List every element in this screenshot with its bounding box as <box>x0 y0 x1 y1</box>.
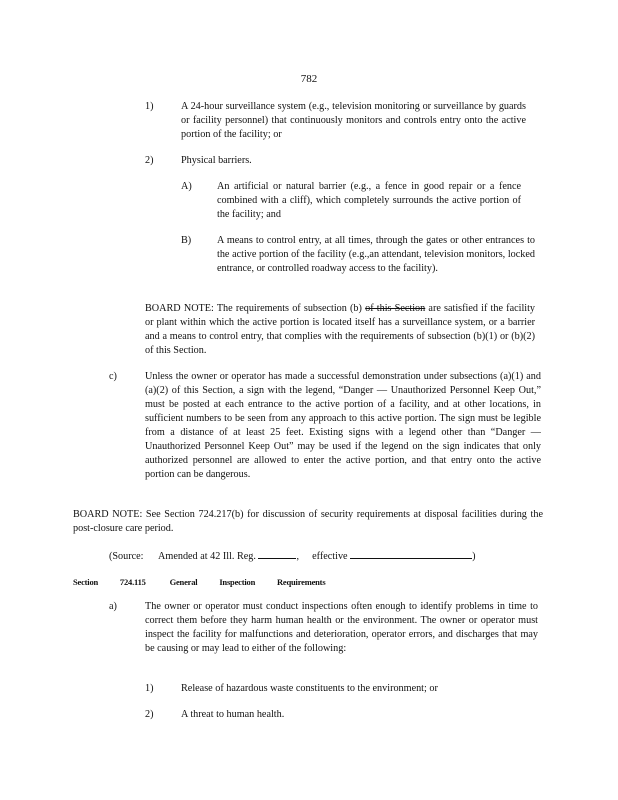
amended-text: Amended at 42 Ill. Reg. <box>158 551 256 562</box>
list-item-text: A 24-hour surveillance system (e.g., television monitoring or surveillance by guards or facility personnel) that continuously monitors and controls entry onto the active portion of the facility; or <box>181 101 526 140</box>
list-item-text: A threat to human health. <box>181 709 285 720</box>
board-note-text: BOARD NOTE: The requirements of subsection (b) <box>145 303 362 314</box>
source-line: (Source: Amended at 42 Ill. Reg. , effective ) <box>109 548 529 564</box>
section-label: Section <box>73 577 99 587</box>
page-number: 782 <box>300 73 318 85</box>
item-text: The owner or operator must conduct inspections often enough to identify problems in time to correct them before they harm human health or the environment. The owner or operator must inspect the facility for malfunctions and deterioration, operator errors, and discharges that may be causing or may lead to either of the following: <box>145 601 538 654</box>
list-item-text: Release of hazardous waste constituents to the environment; or <box>181 683 438 694</box>
section-heading <box>73 575 325 589</box>
list-item-label: 2) <box>145 709 154 720</box>
reg-blank <box>258 548 296 559</box>
list-item-label: 1) <box>145 683 154 694</box>
item-label: c) <box>109 371 117 382</box>
item-text: Unless the owner or operator has made a successful demonstration under subsections (a)(1) and (a)(2) of this Section, a sign with the legend, “Danger — Unauthorized Personnel Keep Out,” must be posted at each entrance to the active portion of a facility, and at other locations, in sufficient numbers to be seen from any approach to this active portion. The sign must be legible from a distance of at least 25 feet. Existing signs with a legend other than “Danger — Unauthorized Personnel Keep Out” may be used if the legend on the sign indicates that only authorized personnel are allowed to enter the active portion, and that entry onto the active portion can be dangerous. <box>145 371 541 480</box>
effective-text: effective <box>312 551 348 562</box>
sub-item-text: A means to control entry, at all times, through the gates or other entrances to the active portion of the facility (e.g.,an attendant, television monitors, locked entrance, or controlled roadway access to the facility). <box>217 235 535 274</box>
sub-item-text: An artificial or natural barrier (e.g., a fence in good repair or a fence combined with a cliff), which completely surrounds the active portion of the facility; and <box>217 181 521 220</box>
section-title-word: Inspection <box>219 577 256 587</box>
section-title-word: Requirements <box>276 577 326 587</box>
board-note-text: are satisfied if the facility or plant within which the active portion is located itself has a surveillance system, or a barrier and a means to control entry, that complies with the requirements of subsection (b)(1) or (b)(2) of this Section. <box>145 303 536 356</box>
list-item-label: 2) <box>145 155 154 166</box>
section-title-word: General <box>169 577 198 587</box>
list-item-text: Physical barriers. <box>181 155 252 166</box>
sub-item-label: B) <box>181 235 192 246</box>
source-label: (Source: <box>109 551 144 562</box>
list-item-label: 1) <box>145 101 154 112</box>
struck-text: of this Section <box>365 303 426 314</box>
item-label: a) <box>109 601 117 612</box>
board-note <box>145 302 535 358</box>
sub-item-label: A) <box>181 181 192 192</box>
board-note: BOARD NOTE: See Section 724.217(b) for discussion of security requirements at disposal facilities during the post-closure care period. <box>73 509 543 534</box>
effective-blank <box>350 548 472 559</box>
close-paren: ) <box>472 551 476 562</box>
section-number: 724.115 <box>119 577 146 587</box>
